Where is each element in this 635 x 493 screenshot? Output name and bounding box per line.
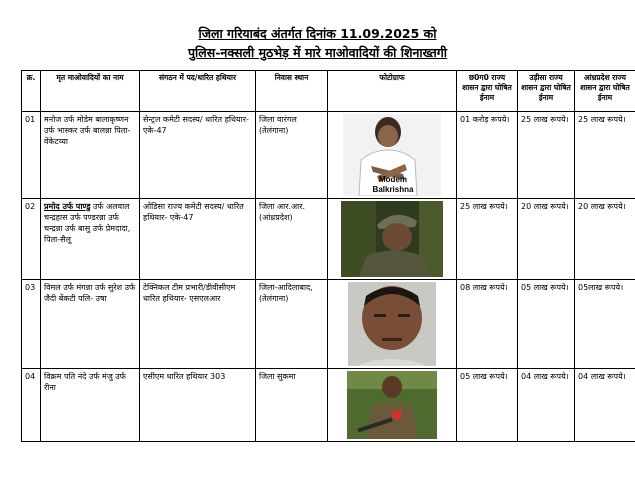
document-title-line-1: जिला गरियाबंद अंतर्गत दिनांक 11.09.2025 को: [198, 26, 437, 41]
cell-reward-od: 25 लाख रूपये।: [518, 112, 575, 199]
cell-serial: 04: [22, 369, 41, 442]
cell-post: ओडिसा राज्य कमेटी सदस्य/ धारित हथियार- एके-47: [140, 199, 256, 280]
cell-name: मनोज उर्फ मोडेम बालाकृष्णन उर्फ भास्कर उर्फ बालन्ना पिता- वेंकेटय्या: [41, 112, 140, 199]
maoist-identification-table: [21, 70, 635, 442]
cell-name: विमल उर्फ मंगन्ना उर्फ सुरेश उर्फ जैदी बेंकटी पलि- उषा: [41, 280, 140, 369]
header-serial: क्र.: [22, 71, 41, 112]
header-post: संगठन में पद/धारित हथियार: [140, 71, 256, 112]
table-row: [22, 199, 635, 280]
cell-post: सेन्ट्रल कमेटी सदस्य/ धारित हथियार- एके-47: [140, 112, 256, 199]
cell-serial: 02: [22, 199, 41, 280]
cell-reward-ap: 25 लाख रूपये।: [575, 112, 635, 199]
header-reward-cg: छ0ग0 राज्य शासन द्वारा घोषित ईनाम: [457, 71, 518, 112]
cell-photo: [328, 112, 457, 199]
cell-reward-od: 05 लाख रूपये।: [518, 280, 575, 369]
header-residence: निवास स्थान: [256, 71, 328, 112]
cell-reward-cg: 25 लाख रूपये।: [457, 199, 518, 280]
cell-reward-cg: 05 लाख रूपये।: [457, 369, 518, 442]
photo-caption-line-1: Modem: [379, 175, 407, 184]
cell-reward-od: 20 लाख रूपये।: [518, 199, 575, 280]
name-lead: प्रमोद उर्फ पाण्डु: [44, 202, 91, 211]
name-rest: उर्फ अलवाल चन्द्रहास उर्फ पण्डरन्ना उर्फ चन्द्रन्ना उर्फ बासु उर्फ प्रेमदादा, पिता-सैलू: [44, 202, 131, 244]
cell-reward-ap: 04 लाख रूपये।: [575, 369, 635, 442]
header-photo: फोटोग्राफ: [328, 71, 457, 112]
cell-residence: जिला-आदिलाबाद, (तेलंगाना): [256, 280, 328, 369]
cell-reward-od: 04 लाख रूपये।: [518, 369, 575, 442]
portrait-photo: [341, 201, 443, 277]
cell-serial: 01: [22, 112, 41, 199]
cell-reward-cg: 08 लाख रूपये।: [457, 280, 518, 369]
table-header-row: [22, 71, 635, 112]
cell-residence: जिला सुकमा: [256, 369, 328, 442]
cell-name: [41, 199, 140, 280]
portrait-photo: [347, 371, 437, 439]
table-row: [22, 112, 635, 199]
cell-photo: [328, 369, 457, 442]
cell-residence: जिला आर.आर. (आंध्रप्रदेश): [256, 199, 328, 280]
cell-reward-ap: 05लाख रूपये।: [575, 280, 635, 369]
header-reward-od: उड़ीसा राज्य शासन द्वारा घोषित ईनाम: [518, 71, 575, 112]
header-name: मृत माओवादियों का नाम: [41, 71, 140, 112]
portrait-photo: [348, 282, 436, 366]
cell-photo: [328, 199, 457, 280]
cell-photo: [328, 280, 457, 369]
header-reward-ap: आंध्रप्रदेश राज्य शासन द्वारा घोषित ईनाम: [575, 71, 635, 112]
cell-post: एसीएम धारित हथियार 303: [140, 369, 256, 442]
document-title-line-2: पुलिस-नक्सली मुठभेड़ में मारे माओवादियों की शिनाख्तगी: [187, 45, 448, 60]
portrait-photo: [343, 114, 441, 196]
cell-residence: जिला वारंगल (तेलंगाना): [256, 112, 328, 199]
cell-reward-ap: 20 लाख रूपये।: [575, 199, 635, 280]
table-row: [22, 369, 635, 442]
cell-name: विक्रम पति नंदे उर्फ मंजु उर्फ रीना: [41, 369, 140, 442]
cell-post: टेक्निकल टीम प्रभारी/डीवीसीएम धारित हथियार- एसएलआर: [140, 280, 256, 369]
cell-reward-cg: 01 करोड़ रूपये।: [457, 112, 518, 199]
photo-caption-line-2: Balkrishna: [372, 185, 414, 194]
table-row: [22, 280, 635, 369]
cell-serial: 03: [22, 280, 41, 369]
